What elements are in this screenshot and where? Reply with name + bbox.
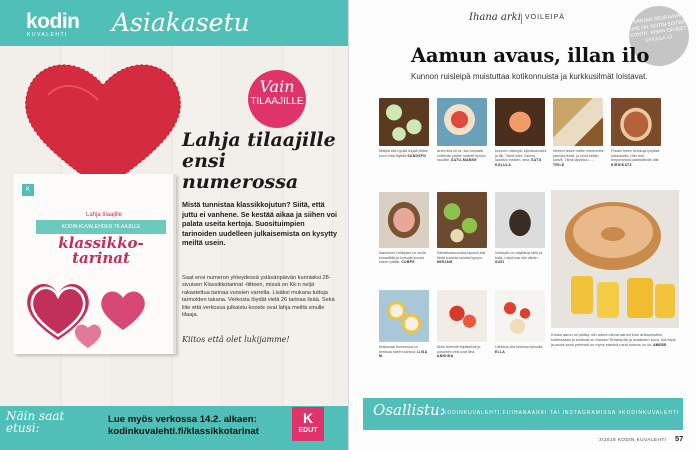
participate-label: Osallistu:	[373, 401, 445, 419]
section-title: Asiakasetu	[112, 8, 250, 37]
badge-line1: Vain	[259, 77, 295, 96]
article-body: Saat ensi numeron yhteydessä ystävänpäivän kunniaksi 28-sivuisen Klassikkotarinat -liitteen, missä on Kk:n neljä rakastettua tarinaa vuosien varrelta. Lisäksi mukana tuttuja tarinoiden takana. Verkosta löydät vielä 26 tarinaa lisää. Sekä liite että verkossa julkaistu kooste ovat lahja meiltä sinulle tilaaja.	[182, 275, 335, 319]
participate-bar	[363, 398, 683, 430]
page-number: 57	[675, 434, 684, 443]
photo-tomato-sandwich	[437, 98, 487, 146]
photo-egg-sandwich	[379, 290, 429, 342]
photo-tomato-plate	[437, 290, 487, 342]
page-subtitle: Kunnon ruisleipä muistuttaa kotikonnuista ja kurkkusilmät loistavat.	[411, 72, 648, 81]
section-divider	[521, 14, 522, 24]
section-title: Ihana arki	[469, 12, 521, 23]
photo-kiwi-sandwich	[437, 192, 487, 248]
photo-breakfast-table	[553, 98, 603, 146]
caption-8: Voileipän on näyttänyt tällä joi kalla. Leipä saa olla vähän... SUSI	[495, 251, 543, 265]
article-headline: Lahja tilaajille ensi numerossa	[182, 129, 336, 193]
right-page	[348, 0, 696, 450]
footer-line1: Lue myös verkossa 14.2. alkaen:	[108, 414, 257, 425]
photo-cherry-tomatoes	[495, 290, 545, 342]
caption-1: Mitäpä sitä hyvää leipää pitäisi kuori mitä täyttää SANDEFN	[379, 149, 428, 158]
participate-link[interactable]: KODINKUVALEHTI.FI/IHANAARKI TAI INSTAGRAMISSA #KODINKUVALEHTI	[443, 410, 680, 416]
footer-script: Näin saat etusi:	[6, 409, 65, 435]
booklet-cover-image	[14, 174, 176, 354]
page-title: Aamun avaus, illan ilo	[411, 44, 650, 67]
kedut-logo	[292, 407, 324, 441]
photo-bagel-mango	[551, 190, 679, 328]
footer-url-link[interactable]: kodinkuvalehti.fi/klassikkotarinat	[108, 426, 259, 437]
stamp-text: SARJAN SEURAAVA AIHE ON 'KOTIN SISTEIN KOHTA'. KISAN OHJEET SIVULLA 13.	[627, 12, 688, 44]
issue-note: 3/2018 KODIN KUVALEHTI	[599, 437, 667, 442]
brand-logo: kodin	[26, 10, 80, 33]
photo-toast	[611, 98, 661, 146]
caption-big: Koska aamu on pääsy niin arkea olevat aamut kuin arkiaamutkin, kotimaassa ja kodissa on Ihanaa! Ruisleipää ja maalisten kuva. Ikä leipä ja suola sekä pehmeä on myös edessä minä kotona on ilo. AMOSS	[551, 332, 676, 347]
caption-2: Aram liha oli se, kun tomaatti voileivän päälle nostetti hymyn huuliille. SATU-MANNE	[437, 149, 486, 163]
booklet-logo: K	[22, 184, 34, 196]
kedut-e: EDUT	[298, 427, 318, 434]
booklet-title: klassikko- tarinat	[58, 234, 144, 267]
photo-grey-plate	[495, 192, 545, 248]
booklet-subtitle: Lahja tilaajille	[85, 212, 123, 218]
caption-9: Arkikuvaa Suomessa on herkkua tuleen kanssa. LIISA M.	[379, 345, 428, 359]
booklet-banner: KODIN KUVALEHDEN TILAAJILLE	[36, 220, 166, 234]
brand-logo-sub: KUVALEHTI	[27, 32, 68, 38]
article-thanks: Kiitos että olet lukijamme!	[182, 335, 290, 344]
kedut-k: K	[302, 410, 314, 426]
caption-3: Kunnon ruisleipä, kylmäsavulohi ja tilli. Tästä tulee Osmon saaristo meiden, aina. SATU KOLULA	[495, 149, 547, 167]
footer-text	[108, 414, 259, 438]
caption-4: Meheni tekee meille mizeinmille parrulla leivät, ja minä keitän kahvit. Tämä tapahtuu .... TRILE	[553, 149, 604, 167]
booklet-hearts-illustration	[18, 270, 168, 350]
badge-line2: TILAAJILLE	[250, 96, 304, 107]
article-intro: Mistä tunnistaa klassikkojutun? Siitä, että juttu ei vanhene. Se kestää aikaa ja siihen voi palata useita kertoja. Suosituimpien tarinoiden uudelleen julkaisemista on kysytty meiltä usein.	[182, 200, 337, 248]
caption-10: Äidin tekemät leipäkeksit ja punainen vesi ovat liina. ANNIINA	[437, 345, 481, 359]
bagel-mango-illustration	[551, 190, 679, 328]
subscriber-badge	[248, 70, 306, 128]
photo-cucumber-sandwich	[379, 98, 429, 146]
photo-ham-sandwich	[379, 192, 429, 248]
caption-5: Pokani tekee herkkuja lyhyksä päkkapeita. Hän teki mepomeista paahtoleivän alle. KIRSIKATZ	[611, 149, 660, 167]
photo-salmon-sandwich	[495, 98, 545, 146]
caption-11: Lakkaus olla herkkua aamulla. ELLA	[495, 345, 544, 354]
section-subtitle: VOILEIPÄ	[525, 14, 565, 21]
caption-7: Kahdeksanvuotias lapseni teki tästä kuvioita omaksi tyynyn. MIRJAM	[437, 251, 486, 265]
caption-6: Aamuinen voileipani on mulla tomaattilla ja kurkulla kuuset tuleen päälle. CUBPE	[379, 251, 426, 265]
